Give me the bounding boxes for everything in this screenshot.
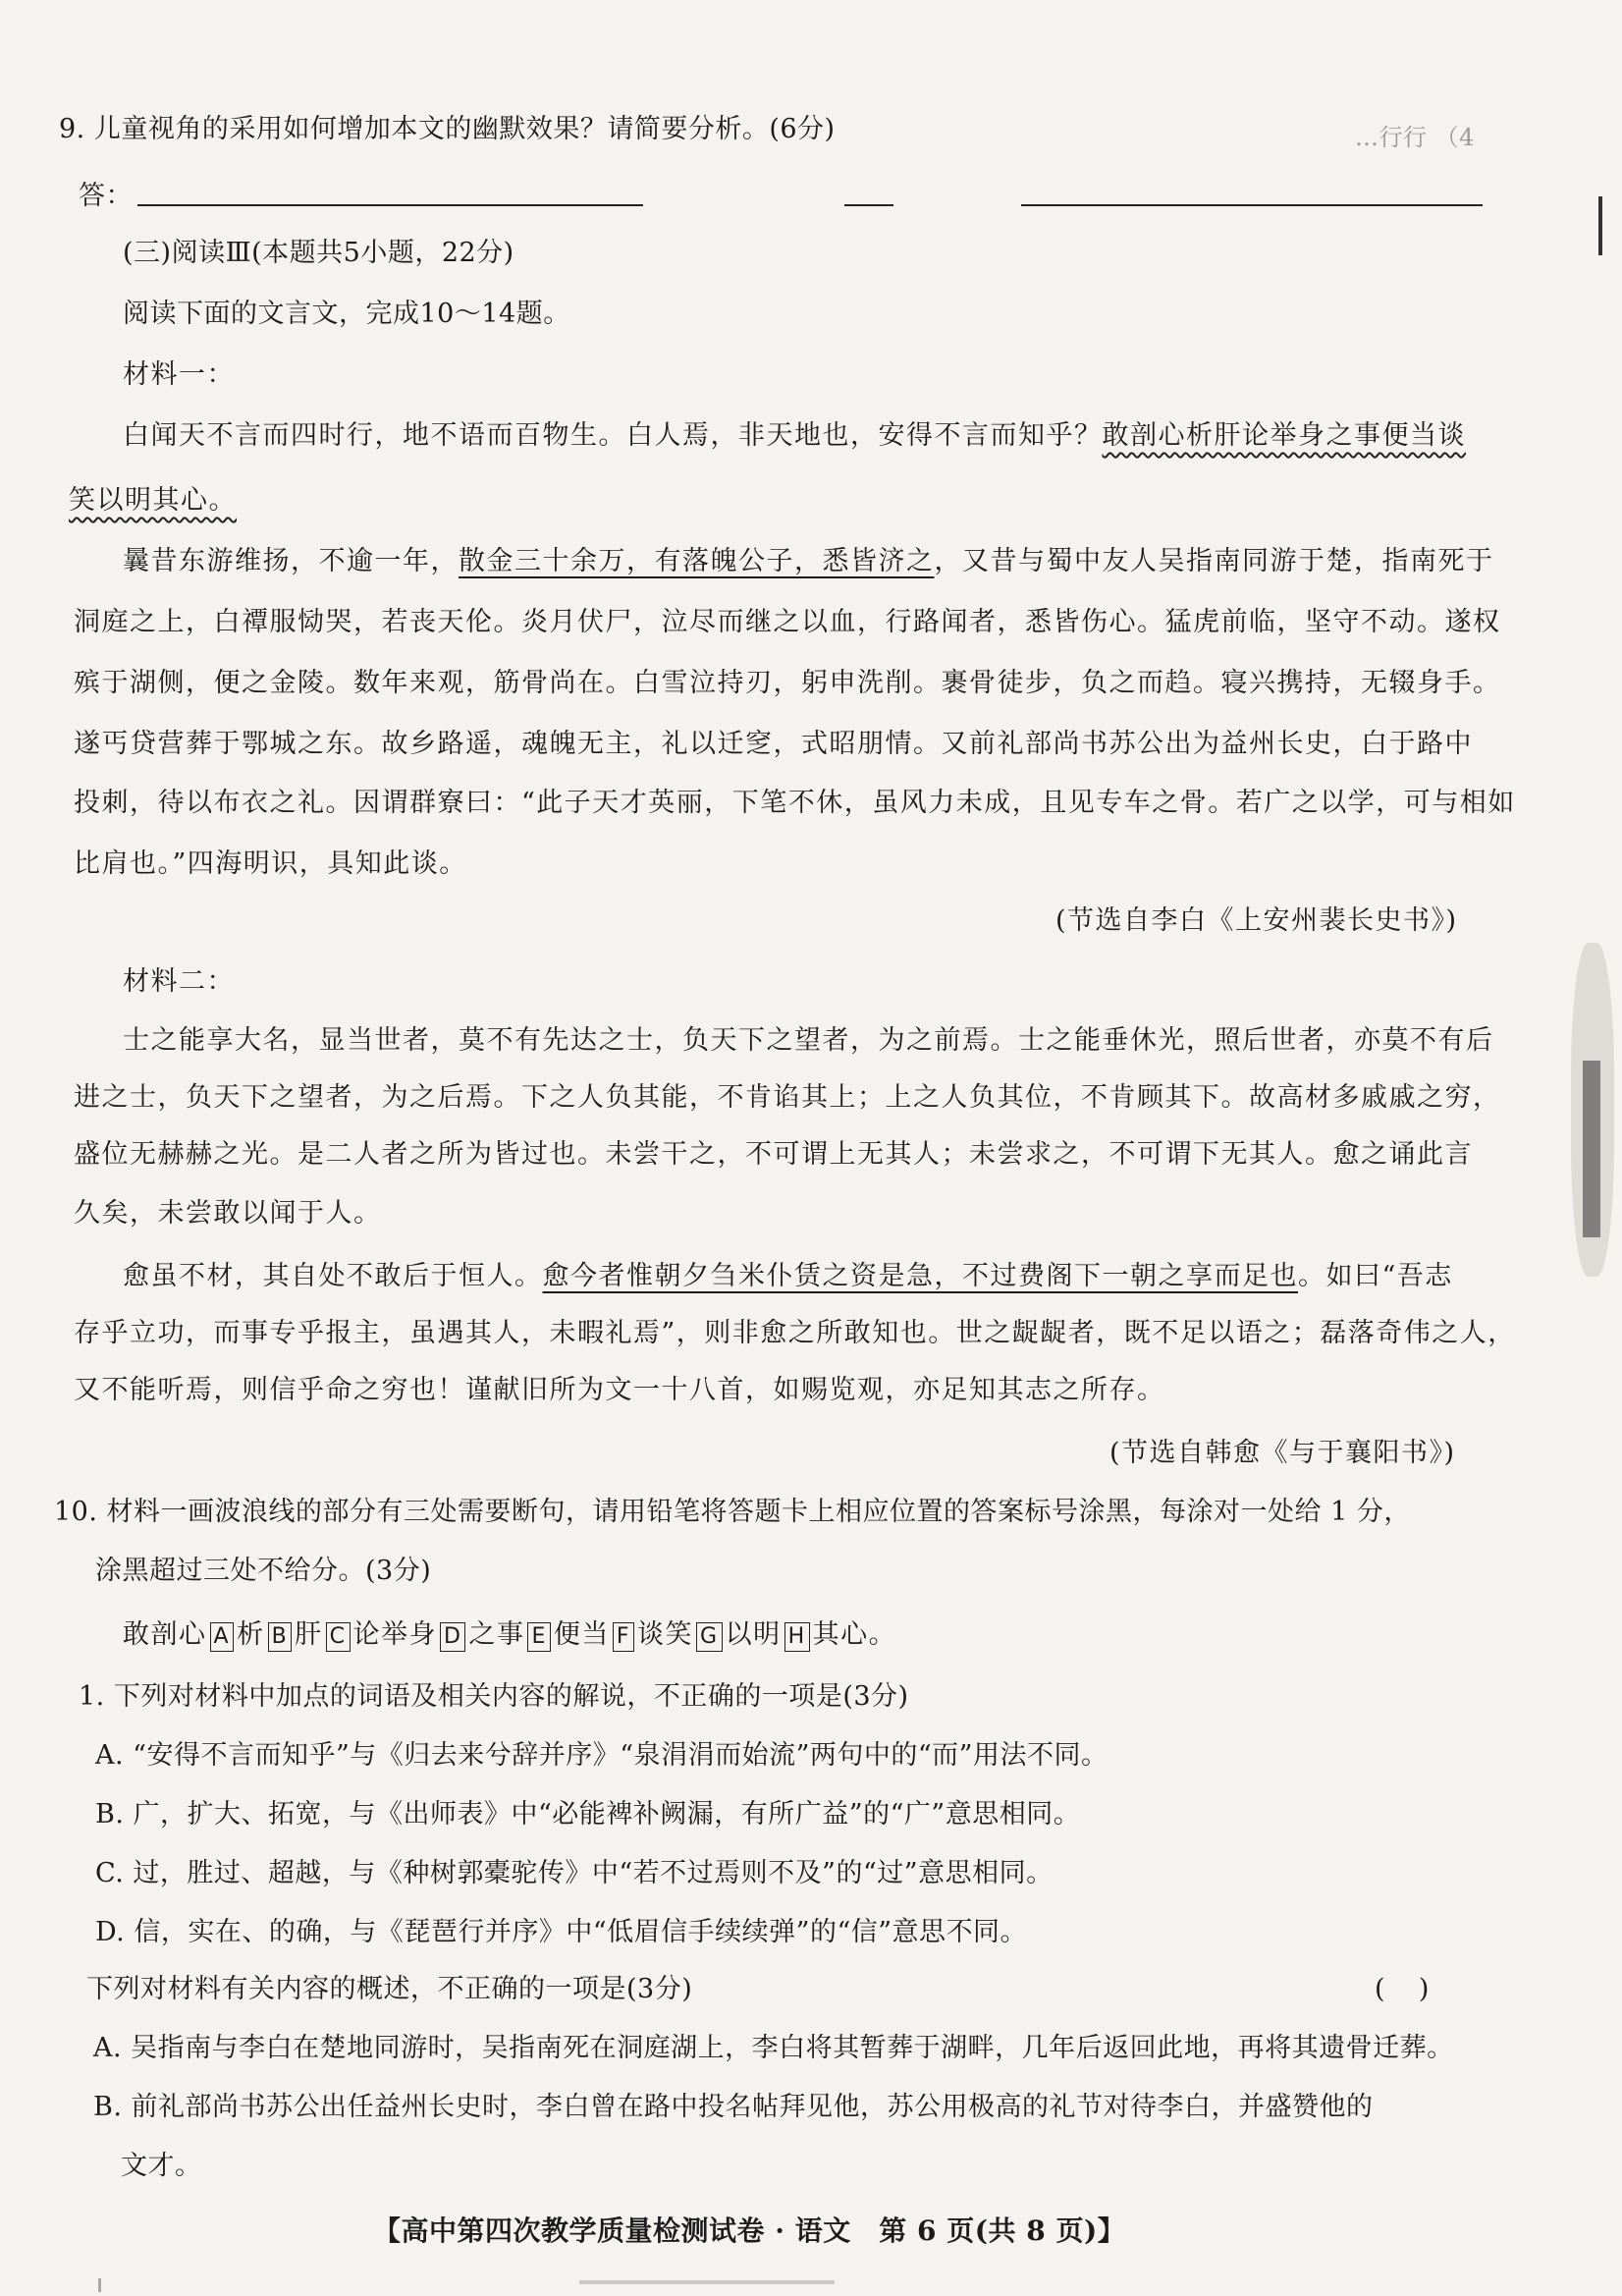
underlined-passage: 愈今者惟朝夕刍米仆赁之资是急，不过费阁下一朝之享而足也: [542, 1261, 1298, 1291]
scan-speck: [579, 2280, 835, 2284]
material2-para1-line3: 盛位无赫赫之光。是二人者之所为皆过也。未尝干之，不可谓上无其人；未尝求之，不可谓下无其人。愈之诵此言: [74, 1139, 1473, 1170]
wavy-passage: 笑以明其心。: [69, 485, 237, 516]
material1-para2-line5: [74, 784, 1516, 823]
answer-line: [1021, 204, 1483, 206]
segment: 便当: [553, 1619, 610, 1650]
wavy-passage: 敢剖心析肝论举身之事便当谈: [1102, 420, 1466, 451]
section-instruction: 阅读下面的文言文，完成10～14题。: [123, 299, 570, 329]
underlined-passage: 散金三十余万，有落魄公子，悉皆济之: [459, 546, 935, 576]
q12-option-B-line1: B. 前礼部尚书苏公出任益州长史时，李白曾在路中投名帖拜见他，苏公用极高的礼节对待李白，并盛赞他的: [93, 2092, 1374, 2122]
material1-para2-line3: 殡于湖侧，便之金陵。数年来观，筋骨尚在。白雪泣持刃，躬申洗削。裹骨徒步，负之而趋。寝兴携持，无辍身手。: [74, 668, 1501, 698]
passage-text: ，又昔与蜀中友人吴指南同游于楚，指南死于: [934, 546, 1494, 576]
segment: 析: [237, 1619, 265, 1650]
q11-option-A: A. “安得不言而知乎”与《归去来兮辞并序》“泉涓涓而始流”两句中的“而”用法不同。: [95, 1740, 1108, 1771]
q12-option-B-line2: 文才。: [121, 2151, 202, 2181]
marker-E[interactable]: E: [527, 1622, 550, 1652]
material2-para1-line1: 士之能享大名，显当世者，莫不有先达之士，负天下之望者，为之前焉。士之能垂休光，照后世者，亦莫不有后: [123, 1025, 1494, 1056]
page-footer: 【高中第四次教学质量检测试卷 · 语文 第 6 页(共 8 页)】: [373, 2214, 1126, 2247]
scan-edge-mark: [1598, 196, 1602, 255]
q11-option-D: D. 信，实在、的确，与《琵琶行并序》中“低眉信手续续弹”的“信”意思不同。: [95, 1917, 1028, 1947]
material1-para2-line1: [123, 542, 1494, 581]
segment: 之事: [468, 1619, 525, 1650]
material2-source: (节选自韩愈《与于襄阳书》): [1109, 1438, 1456, 1468]
question-9: 9. 儿童视角的采用如何增加本文的幽默效果？请简要分析。(6分): [59, 114, 836, 144]
material1-para2-line6: 比肩也。”四海明识，具知此谈。: [74, 848, 467, 879]
material1-source: (节选自李白《上安州裴长史书》): [1055, 905, 1458, 936]
marker-H[interactable]: H: [784, 1622, 810, 1652]
material1-para2-line4: 遂丐贷营葬于鄂城之东。故乡路遥，魂魄无主，礼以迁窆，式昭朋情。又前礼部尚书苏公出为益州长史，白于路中: [74, 729, 1473, 759]
q10-sentence-with-markers: [123, 1615, 896, 1655]
passage-text: 。如曰“吾志: [1298, 1261, 1453, 1291]
material2-para2-line1: [123, 1257, 1453, 1296]
passage-text: 曩昔东游维扬，不逾一年，: [123, 546, 459, 576]
q11-option-C: C. 过，胜过、超越，与《种树郭橐驼传》中“若不过焉则不及”的“过”意思相同。: [95, 1858, 1054, 1888]
material2-para2-line2: 存乎立功，而事专乎报主，虽遇其人，未暇礼焉”，则非愈之所敢知也。世之龊龊者，既不足以语之；磊落奇伟之人，: [74, 1318, 1516, 1348]
material2-para1-line2: 进之士，负天下之望者，为之后焉。下之人负其能，不肯谄其上；上之人负其位，不肯顾其下。故高材多戚戚之穷，: [74, 1082, 1501, 1113]
marker-C[interactable]: C: [326, 1622, 351, 1652]
material2-para2-line3: 又不能听焉，则信乎命之穷也！谨献旧所为文一十八首，如赐览观，亦足知其志之所存。: [74, 1375, 1165, 1405]
answer-line: [137, 204, 643, 206]
segment: 肝: [295, 1619, 323, 1650]
material2-para1-line4: 久矣，未尝敢以闻于人。: [74, 1198, 382, 1229]
segment: 其心。: [812, 1619, 897, 1650]
answer-label: 答：: [79, 181, 133, 211]
header-corner: …行行 （4: [1355, 124, 1475, 151]
material1-para1-line1: [123, 416, 1466, 456]
scan-speck: [98, 2278, 101, 2292]
question-11-stem: 1. 下列对材料中加点的词语及相关内容的解说，不正确的一项是(3分): [79, 1681, 909, 1712]
marker-B[interactable]: B: [268, 1622, 293, 1652]
passage-text: 若广之以学，可与相如: [1235, 788, 1516, 818]
question-10-line1: 10. 材料一画波浪线的部分有三处需要断句，请用铅笔将答题卡上相应位置的答案标号涂黑，每涂对一处给 1 分，: [54, 1497, 1411, 1527]
scan-edge-mark: [1583, 1061, 1600, 1237]
question-10-line2: 涂黑超过三处不给分。(3分): [95, 1556, 432, 1586]
material2-label: 材料二：: [123, 966, 235, 997]
question-12-stem: 下列对材料有关内容的概述，不正确的一项是(3分): [86, 1974, 693, 2004]
passage-text: 愈虽不材，其自处不敢后于恒人。: [123, 1261, 543, 1291]
passage-text: 白闻天不言而四时行，地不语而百物生。白人焉，非天地也，安得不言而知乎？: [123, 420, 1103, 451]
marker-G[interactable]: G: [696, 1622, 723, 1652]
section-heading: (三)阅读Ⅲ(本题共5小题，22分): [123, 238, 514, 268]
marker-D[interactable]: D: [440, 1622, 465, 1652]
answer-bracket[interactable]: ( ): [1375, 1974, 1430, 2004]
marker-F[interactable]: F: [613, 1622, 634, 1652]
segment: 论举身: [352, 1619, 438, 1650]
material1-label: 材料一：: [123, 359, 235, 390]
q11-option-B: B. 广，扩大、拓宽，与《出师表》中“必能裨补阙漏，有所广益”的“广”意思相同。: [95, 1799, 1081, 1830]
q12-option-A: A. 吴指南与李白在楚地同游时，吴指南死在洞庭湖上，李白将其暂葬于湖畔，几年后返回此地，再将其遗骨迁葬。: [93, 2033, 1454, 2063]
passage-text: 投刺，待以布衣之礼。因谓群寮曰：“此子天才英丽，下笔不休，虽风力未成，且见专车之骨。: [74, 788, 1236, 818]
segment: 谈笑: [637, 1619, 694, 1650]
segment: 以明: [725, 1619, 782, 1650]
material1-para1-line2: [69, 481, 237, 520]
marker-A[interactable]: A: [210, 1622, 235, 1652]
answer-line: [844, 204, 893, 206]
material1-para2-line2: 洞庭之上，白禫服恸哭，若丧天伦。炎月伏尸，泣尽而继之以血，行路闻者，悉皆伤心。猛虎前临，坚守不动。遂权: [74, 607, 1501, 637]
segment: 敢剖心: [123, 1619, 207, 1650]
